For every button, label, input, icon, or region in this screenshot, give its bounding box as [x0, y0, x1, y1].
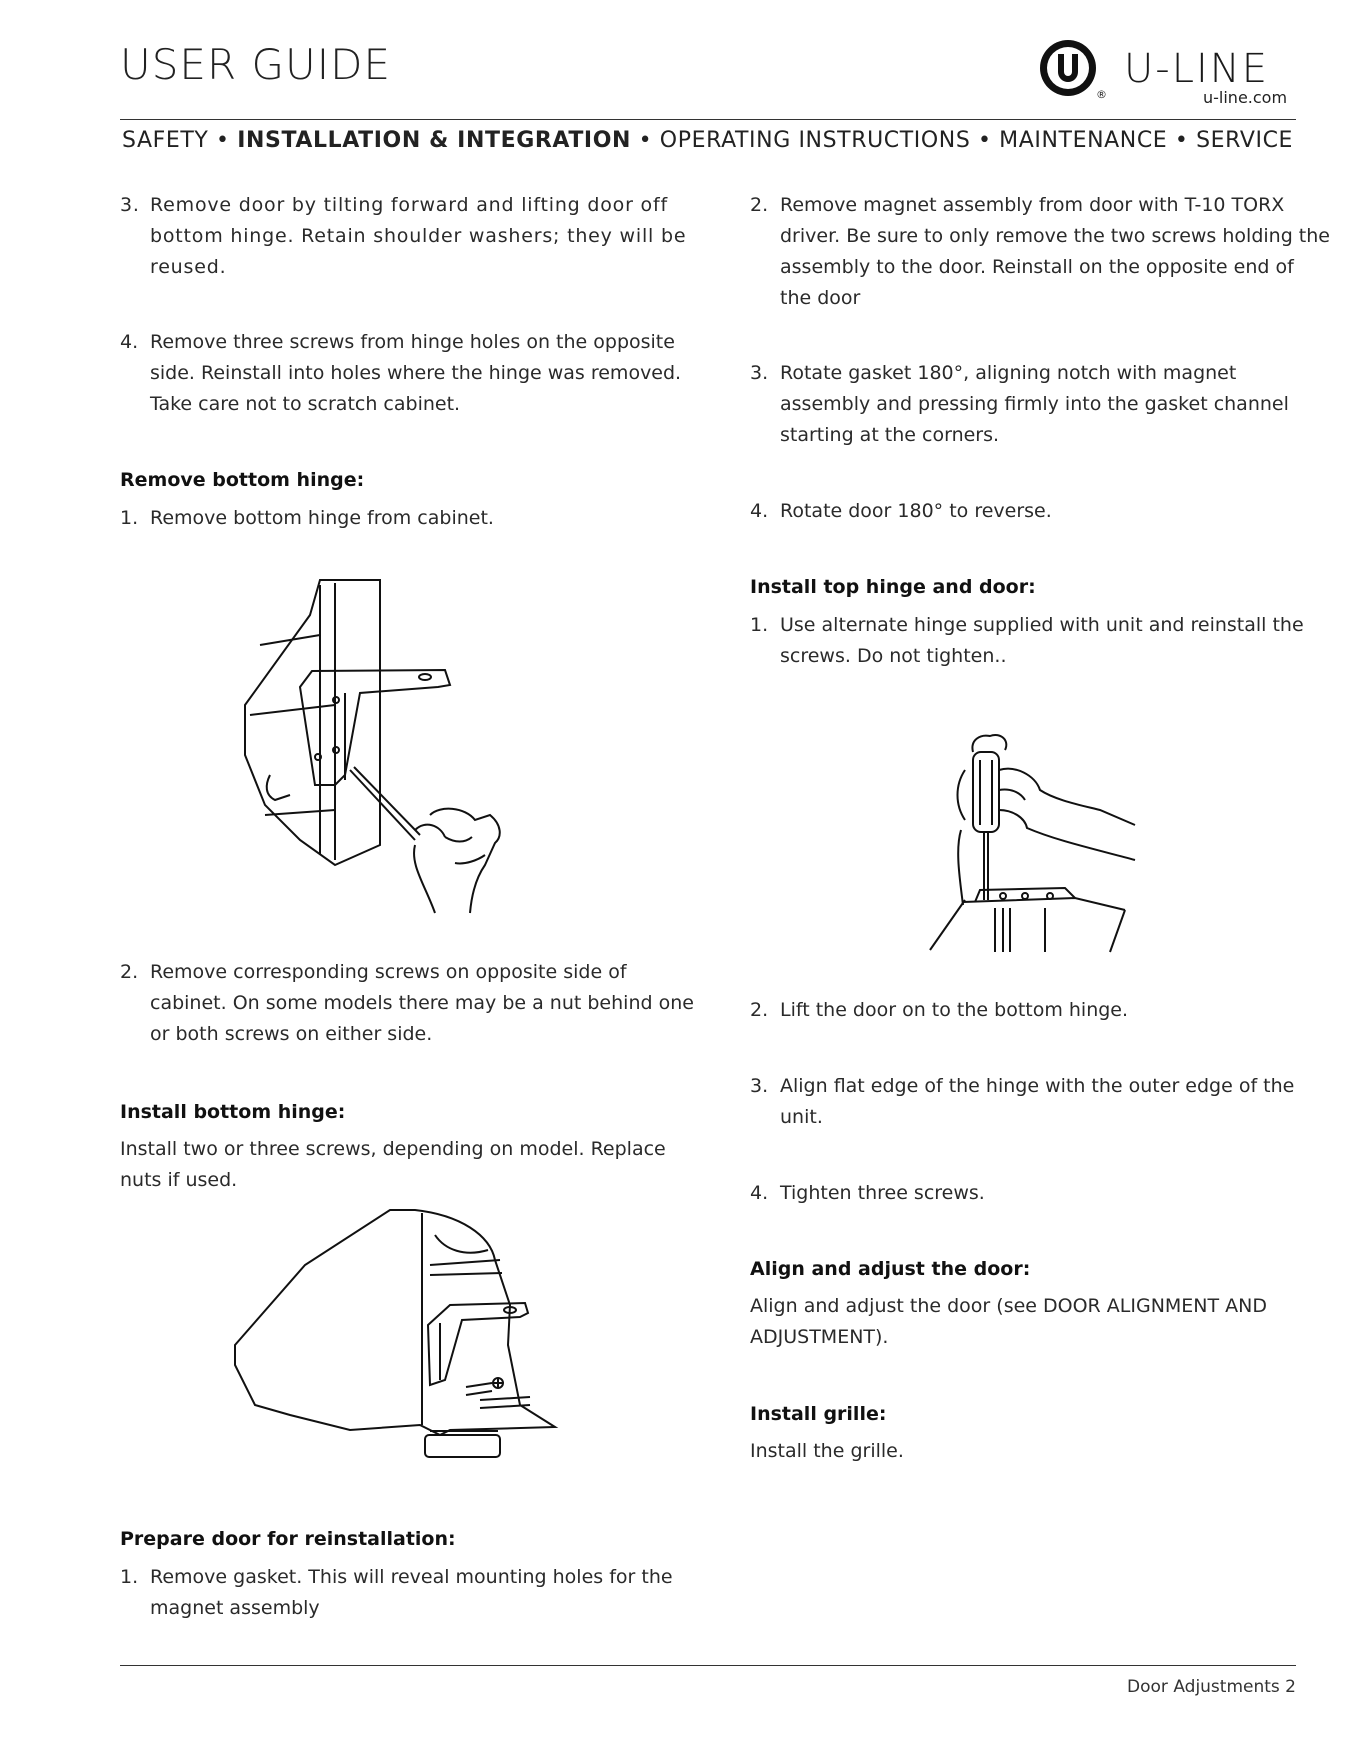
step-text: Remove bottom hinge from cabinet. — [150, 507, 494, 529]
footer-rule — [120, 1665, 1296, 1666]
step-text: Align flat edge of the hinge with the outer edge of the unit. — [780, 1075, 1295, 1128]
list-item — [120, 1562, 698, 1624]
step-text: Remove corresponding screws on opposite side of cabinet. On some models there may be a nut behind one or both screws on either side. — [150, 961, 694, 1045]
step-number: 4. — [750, 500, 769, 522]
brand-name: U-LINE — [1124, 46, 1269, 92]
section-heading: Install grille: — [750, 1403, 887, 1425]
paragraph: Align and adjust the door (see DOOR ALIGNMENT AND ADJUSTMENT). — [750, 1295, 1268, 1348]
step-text: Lift the door on to the bottom hinge. — [780, 999, 1129, 1021]
nav-maintenance: MAINTENANCE — [999, 128, 1168, 153]
nav-operating: OPERATING INSTRUCTIONS — [659, 128, 971, 153]
brand-url: u-line.com — [1203, 88, 1288, 107]
list-item — [750, 1071, 1330, 1133]
list-item — [750, 190, 1330, 314]
list-item — [120, 957, 698, 1050]
nav-separator: • — [970, 128, 1000, 153]
step-number: 2. — [750, 999, 769, 1021]
step-text: Rotate gasket 180°, aligning notch with magnet assembly and pressing firmly into the gasket channel starting at the corners. — [780, 362, 1289, 446]
step-text: Remove magnet assembly from door with T-10 TORX driver. Be sure to only remove the two screws holding the assembly to the door. Reinstall on the opposite end of the door — [780, 194, 1330, 309]
u-line-logo-icon — [1038, 38, 1098, 98]
registered-mark: ® — [1096, 88, 1107, 101]
section-nav — [122, 128, 1293, 153]
list-item — [750, 496, 1330, 527]
step-number: 2. — [120, 961, 139, 983]
paragraph: Install the grille. — [750, 1440, 904, 1462]
install-top-hinge-illustration — [925, 730, 1140, 955]
step-number: 1. — [750, 614, 769, 636]
remove-bottom-hinge-illustration — [240, 575, 540, 915]
section-heading: Align and adjust the door: — [750, 1258, 1031, 1280]
step-number: 1. — [120, 1566, 139, 1588]
step-text: Rotate door 180° to reverse. — [780, 500, 1052, 522]
install-bottom-hinge-illustration — [230, 1205, 560, 1465]
section-heading: Prepare door for reinstallation: — [120, 1528, 456, 1550]
step-number: 2. — [750, 194, 769, 216]
step-number: 3. — [120, 194, 140, 216]
nav-installation: INSTALLATION & INTEGRATION — [237, 128, 632, 153]
step-number: 3. — [750, 362, 769, 384]
nav-separator: • — [208, 128, 238, 153]
list-item — [750, 610, 1330, 672]
step-text: Remove three screws from hinge holes on the opposite side. Reinstall into holes where the hinge was removed. Take care not to scratch cabinet. — [150, 331, 682, 415]
section-heading: Remove bottom hinge: — [120, 469, 365, 491]
step-text: Use alternate hinge supplied with unit and reinstall the screws. Do not tighten.. — [780, 614, 1304, 667]
nav-separator: • — [631, 128, 660, 153]
page-footer: Door Adjustments 2 — [1127, 1677, 1296, 1697]
list-item — [750, 358, 1330, 451]
paragraph: Install two or three screws, depending on model. Replace nuts if used. — [120, 1138, 666, 1191]
step-number: 3. — [750, 1075, 769, 1097]
nav-service: SERVICE — [1196, 128, 1294, 153]
header-rule — [120, 119, 1296, 120]
list-item — [750, 995, 1330, 1026]
list-item — [120, 327, 698, 420]
step-text: Remove gasket. This will reveal mounting holes for the magnet assembly — [150, 1566, 673, 1619]
list-item — [120, 503, 698, 534]
step-number: 4. — [120, 331, 139, 353]
nav-safety: SAFETY — [122, 128, 209, 153]
section-heading: Install bottom hinge: — [120, 1101, 346, 1123]
list-item — [750, 1178, 1330, 1209]
nav-separator: • — [1167, 128, 1197, 153]
list-item — [120, 190, 690, 283]
step-number: 4. — [750, 1182, 769, 1204]
step-number: 1. — [120, 507, 139, 529]
step-text: Tighten three screws. — [780, 1182, 985, 1204]
step-text: Remove door by tilting forward and lifting door off bottom hinge. Retain shoulder washers; they will be reused. — [150, 194, 687, 278]
section-heading: Install top hinge and door: — [750, 576, 1036, 598]
page-title: USER GUIDE — [120, 40, 392, 89]
